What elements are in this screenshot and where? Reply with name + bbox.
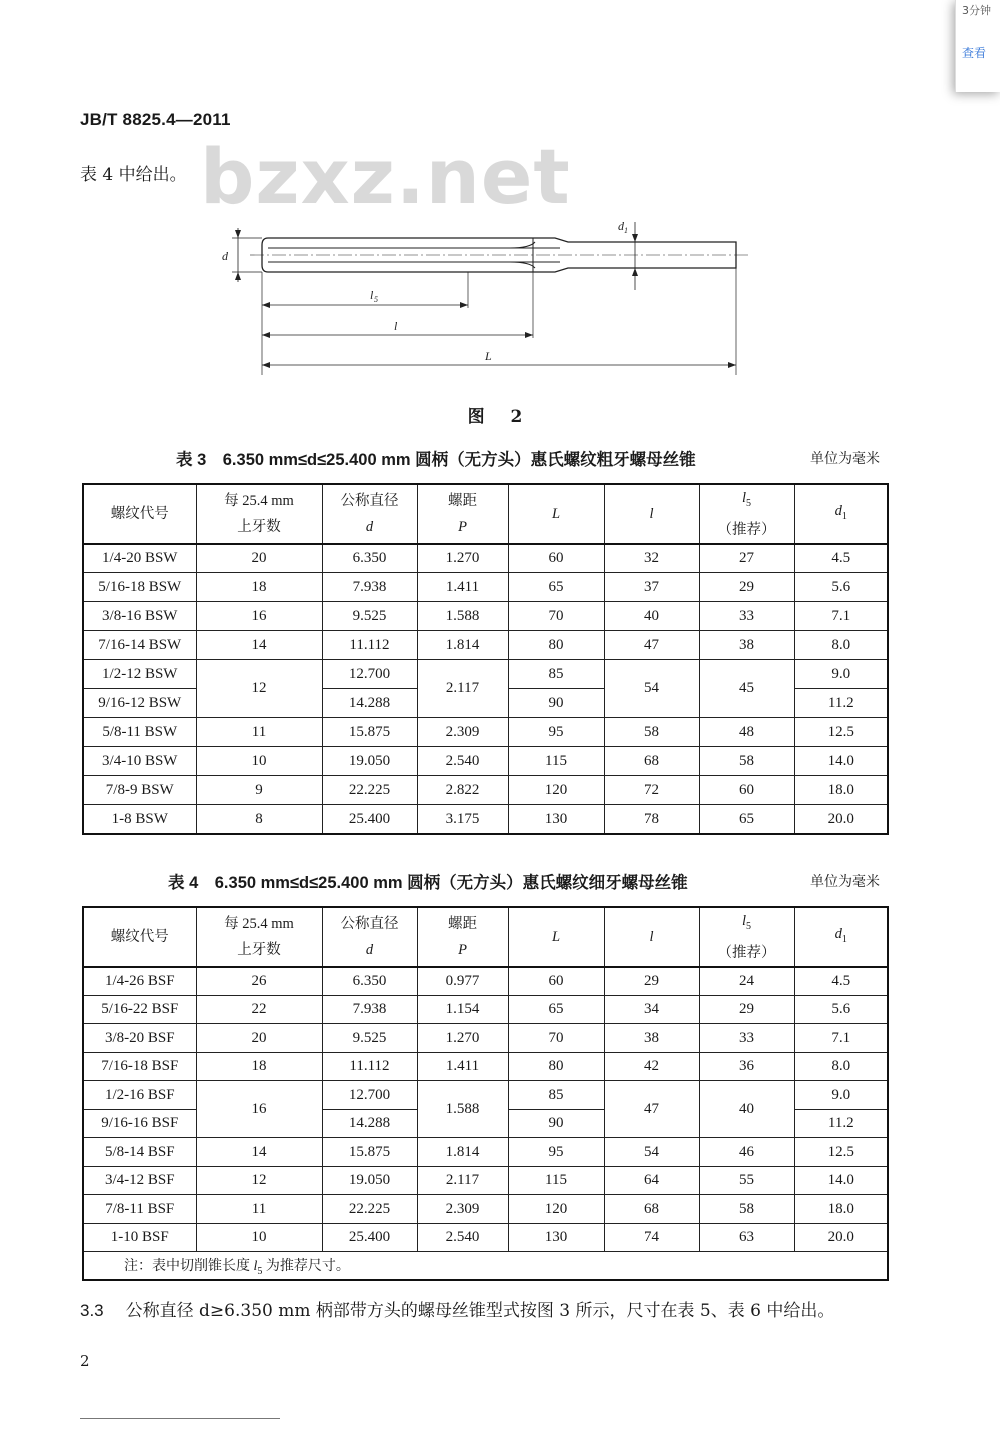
table-note: 注：表中切削锥长度 $l_5$ 为推荐尺寸。 (83, 1252, 888, 1281)
table-row: 1/4-26 BSF 26 6.350 0.977 60 29 24 4.5 (83, 967, 888, 996)
table-row: 7/8-11 BSF 11 22.225 2.309 120 68 58 18.0 (83, 1195, 888, 1224)
dim-label-l5-sub: 5 (374, 295, 378, 304)
header-L: L (508, 907, 604, 967)
table-note-row (83, 1252, 888, 1281)
corner-popup[interactable] (955, 0, 1000, 92)
table-row: 9/16-12 BSW 14.288 90 11.2 (83, 689, 888, 718)
dim-label-d: d (222, 249, 228, 263)
table3-unit: 单位为毫米 (810, 451, 880, 467)
table-row: 5/16-22 BSF 22 7.938 1.154 65 34 29 5.6 (83, 995, 888, 1024)
table-row: 1-8 BSW 8 25.400 3.175 130 78 65 20.0 (83, 805, 888, 834)
table-row: 3/8-16 BSW 16 9.525 1.588 70 40 33 7.1 (83, 602, 888, 631)
table-row: 5/8-14 BSF 14 15.875 1.814 95 54 46 12.5 (83, 1138, 888, 1167)
table-row: 5/16-18 BSW 18 7.938 1.411 65 37 29 5.6 (83, 573, 888, 602)
table4-unit: 单位为毫米 (810, 874, 880, 890)
table-row: 3/8-20 BSF 20 9.525 1.270 70 38 33 7.1 (83, 1024, 888, 1053)
corner-popup-link[interactable]: 查看 (962, 46, 987, 60)
table-row: 7/8-9 BSW 9 22.225 2.822 120 72 60 18.0 (83, 776, 888, 805)
watermark: bzxz.net (200, 132, 571, 221)
header-l5: $l_5$ （推荐） (699, 484, 794, 544)
header-d1: $d_1$ (794, 907, 888, 967)
dim-label-d1-sub: 1 (624, 226, 628, 235)
header-pitch: 螺距 P (417, 484, 508, 544)
header-l5: $l_5$ （推荐） (699, 907, 794, 967)
header-code: 螺纹代号 (83, 484, 196, 544)
table-row: 3/4-10 BSW 10 19.050 2.540 115 68 58 14.0 (83, 747, 888, 776)
table-row: 9/16-16 BSF 14.288 90 11.2 (83, 1109, 888, 1138)
divider (80, 1418, 280, 1419)
header-l: l (604, 484, 699, 544)
header-d1: $d_1$ (794, 484, 888, 544)
corner-popup-text: 3分钟 (962, 4, 991, 17)
header-pitch: 螺距 P (417, 907, 508, 967)
header-tpi: 每 25.4 mm 上牙数 (196, 907, 322, 967)
intro-text: 表 4 中给出。 (80, 165, 187, 185)
header-l: l (604, 907, 699, 967)
header-nominal-diameter: 公称直径 d (322, 907, 417, 967)
section-number: 3.3 (80, 1301, 104, 1320)
table-row: 1/2-12 BSW 12 12.700 2.117 85 54 45 9.0 (83, 660, 888, 689)
table-row: 7/16-14 BSW 14 11.112 1.814 80 47 38 8.0 (83, 631, 888, 660)
dim-label-l: l (394, 319, 398, 333)
figure-caption: 图 2 (467, 407, 533, 427)
table3-title: 表 3 6.350 mm≤d≤25.400 mm 圆柄（无方头）惠氏螺纹粗牙螺母丝锥 (176, 451, 696, 469)
table-row: 5/8-11 BSW 11 15.875 2.309 95 58 48 12.5 (83, 718, 888, 747)
table-row: 7/16-18 BSF 18 11.112 1.411 80 42 36 8.0 (83, 1052, 888, 1081)
table3 (82, 483, 889, 835)
dim-label-d1: d (618, 219, 624, 233)
header-L: L (508, 484, 604, 544)
tap-drawing (210, 210, 760, 380)
table3-header-row (83, 484, 888, 544)
section-text: 公称直径 d≥6.350 mm 柄部带方头的螺母丝锥型式按图 3 所示，尺寸在表 5、表 6 中给出。 (125, 1301, 835, 1321)
document-code: JB/T 8825.4—2011 (80, 110, 231, 129)
table-row: 3/4-12 BSF 12 19.050 2.117 115 64 55 14.0 (83, 1166, 888, 1195)
table4-title: 表 4 6.350 mm≤d≤25.400 mm 圆柄（无方头）惠氏螺纹细牙螺母丝锥 (168, 874, 688, 892)
dim-label-l5: l (370, 288, 374, 302)
table4-header-row (83, 907, 888, 967)
table-row: 1/4-20 BSW 20 6.350 1.270 60 32 27 4.5 (83, 544, 888, 573)
page-number: 2 (80, 1352, 90, 1370)
table4 (82, 906, 889, 1281)
table-row: 1/2-16 BSF 16 12.700 1.588 85 47 40 9.0 (83, 1081, 888, 1110)
header-tpi: 每 25.4 mm 上牙数 (196, 484, 322, 544)
dim-label-L: L (485, 349, 492, 363)
header-code: 螺纹代号 (83, 907, 196, 967)
table-row: 1-10 BSF 10 25.400 2.540 130 74 63 20.0 (83, 1223, 888, 1252)
section-paragraph (80, 1296, 834, 1321)
header-nominal-diameter: 公称直径 d (322, 484, 417, 544)
